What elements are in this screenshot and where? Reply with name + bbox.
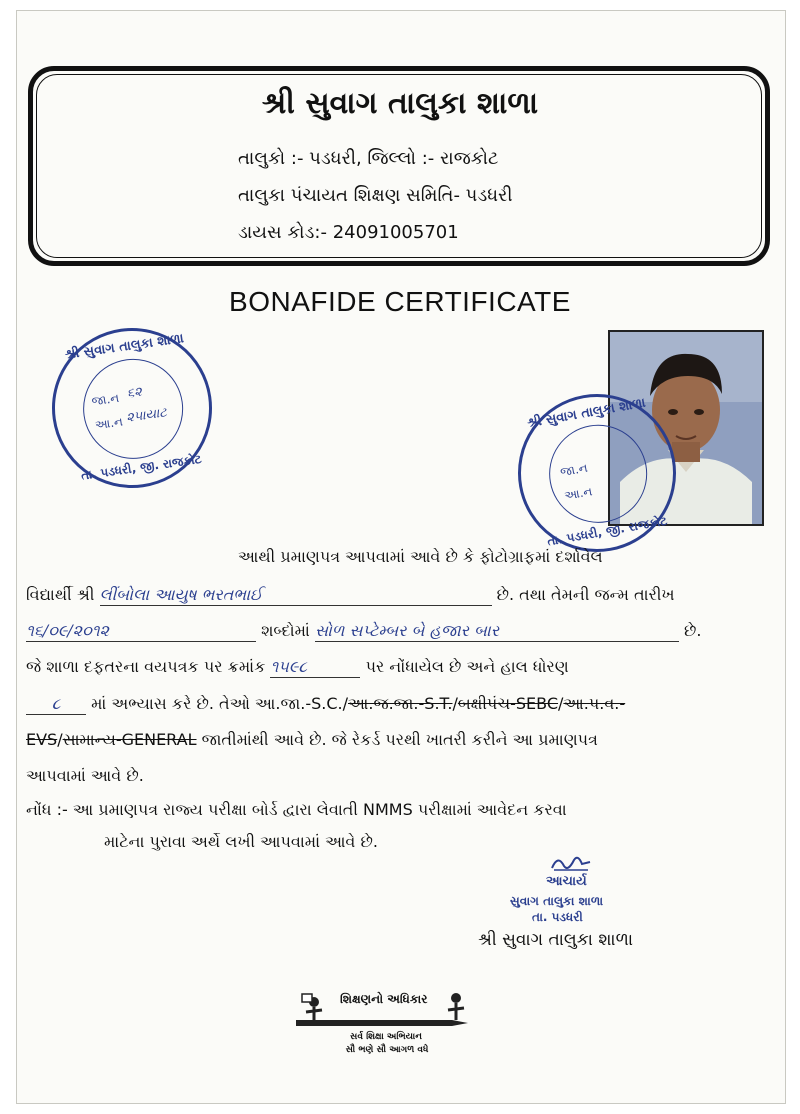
- seal-left-aa-label: આ.ન: [94, 414, 124, 433]
- logo-line-2: સૌ ભણે સૌ આગળ વધે: [345, 1045, 429, 1055]
- cat-sebc: બક્ષીપંચ-SEBC: [457, 694, 559, 713]
- caste-text: જાતીમાંથી આવે છે. જે રેકર્ડ પરથી ખાતરી કરીને આ પ્રમાણપત્ર: [201, 730, 598, 749]
- seal-right-ring-top: શ્રી સુવાગ તાલુકા શાળા: [526, 395, 647, 432]
- dob-words-blank: [315, 621, 679, 642]
- cat-sep: /: [57, 730, 63, 749]
- signature-school-name: શ્રી સુવાગ તાલુકા શાળા: [478, 930, 634, 950]
- register-text: જે શાળા દફતરના વયપત્રક પર ક્રમાંક: [26, 657, 266, 676]
- issued-line: આપવામાં આવે છે.: [26, 766, 144, 785]
- caste-line: [26, 730, 598, 750]
- principal-title: આચાર્ય: [546, 874, 587, 889]
- cat-sep: /: [342, 694, 348, 713]
- student-name-blank: [100, 585, 492, 606]
- cat-evs: EVS: [26, 730, 58, 749]
- studying-text: માં અભ્યાસ કરે છે. તેઓ આ.જા.-: [91, 694, 312, 713]
- seal-left-ring-bottom: તા. પડધરી, જી. રાજકોટ: [80, 451, 203, 483]
- registered-text: પર નોંધાયેલ છે અને હાલ ધોરણ: [365, 657, 569, 676]
- cat-general: સામાન્ય-GENERAL: [62, 730, 197, 749]
- body-intro: આથી પ્રમાણપત્ર આપવામાં આવે છે કે ફોટોગ્રાફમાં દર્શાવેલ: [238, 547, 603, 566]
- header-taluka-district: તાલુકો :- પડધરી, જિલ્લો :- રાજકોટ: [238, 148, 499, 169]
- cat-sep: /: [452, 694, 458, 713]
- register-line: [26, 657, 569, 678]
- note-line-2: માટેના પુરાવા અર્થે લખી આપવામાં આવે છે.: [104, 832, 378, 851]
- principal-signature: [548, 852, 594, 874]
- logo-line-1: સર્વ શિક્ષા અભિયાન: [350, 1032, 422, 1042]
- dob-words: સોળ સપ્ટેમ્બર બે હજાર બાર: [314, 621, 499, 640]
- certificate-title: BONAFIDE CERTIFICATE: [229, 286, 571, 317]
- seal-left-ring-top: શ્રી સુવાગ તાલુકા શાળા: [64, 331, 185, 363]
- logo-tagline: શિક્ષણનો અધિકાર: [340, 992, 428, 1006]
- seal-left-aa-value: ૨૫ાયાટ: [125, 405, 168, 426]
- std-blank: [26, 694, 86, 715]
- dob-figures-blank: [26, 621, 256, 642]
- school-name: શ્રી સુવાગ તાલુકા શાળા: [261, 86, 539, 121]
- seal-left-ja-label: જા.ન: [90, 390, 121, 409]
- sarva-shiksha-logo: [292, 990, 482, 1060]
- principal-stamp-school: સુવાગ તાલુકા શાળા: [510, 894, 604, 908]
- student-line: [26, 585, 675, 606]
- seal-left-ja-value: ૬૨: [125, 384, 143, 402]
- principal-stamp-taluka: તા. પડધરી: [532, 910, 583, 924]
- after-name-text: છે. તથા તેમની જન્મ તારીખ: [496, 585, 675, 604]
- note-line-1: નોંધ :- આ પ્રમાણપત્ર રાજ્ય પરીક્ષા બોર્ડ દ્વારા લેવાતી NMMS પરીક્ષામાં આવેદન કરવા: [26, 800, 567, 819]
- std-value: ૮: [51, 694, 61, 713]
- dob-line-end: છે.: [684, 621, 702, 640]
- dob-line: [26, 621, 702, 642]
- register-no: ૧૫૯૮: [270, 657, 308, 676]
- seal-right-aa-label: આ.ન: [563, 484, 594, 503]
- seal-right-ja-label: જા.ન: [559, 460, 589, 480]
- standard-line: [26, 694, 625, 715]
- seal-right-ring-bottom: તા. પડધરી, જી. રાજકોટ: [546, 513, 669, 549]
- dob-figures: ૧૬/૦૯/૨૦૧૨: [26, 621, 109, 640]
- register-no-blank: [270, 657, 360, 678]
- cat-apv: આ.પ.વ.-: [563, 694, 626, 713]
- in-words-label: શબ્દોમાં: [261, 621, 310, 640]
- cat-sep: /: [558, 694, 564, 713]
- header-education-committee: તાલુકા પંચાયત શિક્ષણ સમિતિ- પડધરી: [238, 185, 513, 206]
- student-label: વિદ્યાર્થી શ્રી: [26, 585, 95, 604]
- cat-sc: S.C.: [311, 694, 343, 713]
- student-name: લીંબોલા આયુષ ભરતભાઈ: [99, 585, 263, 604]
- header-dise-code: ડાયસ કોડ:- 24091005701: [238, 222, 459, 243]
- cat-st: આ.જ.જા.-S.T.: [348, 694, 453, 713]
